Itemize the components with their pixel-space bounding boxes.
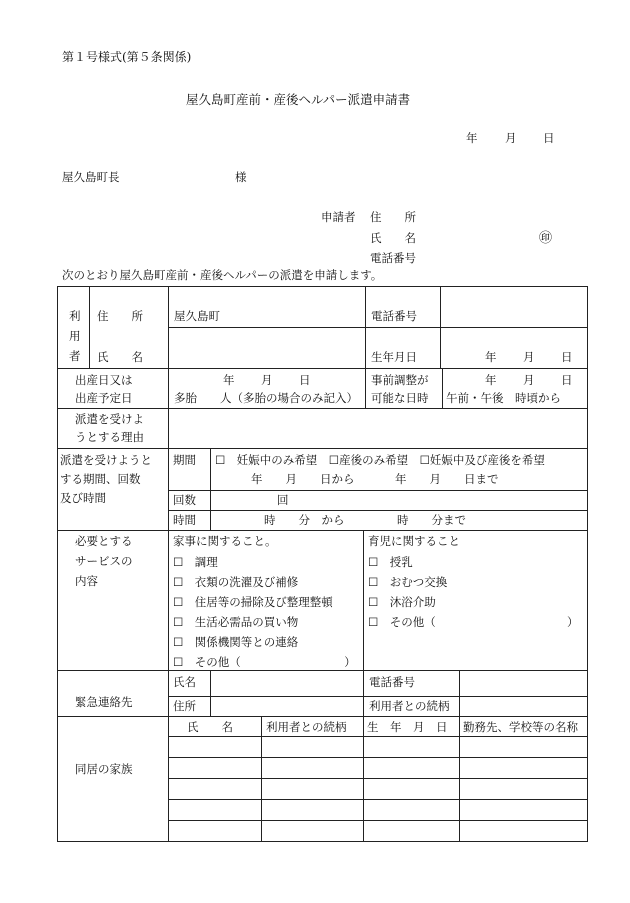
emergency-phone-label: 電話番号 — [369, 675, 415, 689]
childcare-title: 育児に関すること — [368, 534, 460, 548]
childcare-item[interactable]: ☐ おむつ交換 — [368, 575, 448, 589]
user-phone-label: 電話番号 — [371, 309, 417, 323]
adjust-day: 日 — [561, 373, 573, 387]
multiple-birth-field[interactable]: 多胎 人（多胎の場合のみ記入） — [174, 391, 358, 405]
user-label-char3: 者 — [69, 349, 81, 363]
applicant-name-label: 氏 名 — [370, 231, 416, 245]
emergency-address-label: 住所 — [173, 699, 196, 713]
period-sub-label: 期間 — [173, 453, 196, 467]
period-label-line3: 及び時間 — [60, 491, 106, 505]
childcare-item[interactable]: ☐ その他（ — [368, 615, 436, 629]
period-label-line1: 派遣を受けようと — [60, 453, 152, 467]
reason-label-line1: 派遣を受けよ — [75, 412, 144, 426]
due-year: 年 — [223, 373, 235, 387]
time-to: 時 分まで — [397, 513, 466, 527]
birth-month: 月 — [523, 350, 535, 364]
childcare-item[interactable]: ☐ 沐浴介助 — [368, 595, 436, 609]
form-number: 第１号様式(第５条関係) — [62, 50, 192, 64]
housework-item[interactable]: ☐ 調理 — [173, 555, 218, 569]
count-unit: 回 — [277, 493, 289, 507]
emergency-name-label: 氏名 — [173, 675, 196, 689]
adjust-year: 年 — [485, 373, 497, 387]
application-table — [57, 286, 588, 842]
period-label-line2: する期間、回数 — [60, 472, 141, 486]
user-address-value[interactable]: 屋久島町 — [174, 309, 220, 323]
due-month: 月 — [261, 373, 273, 387]
family-header-workplace: 勤務先、学校等の名称 — [463, 720, 578, 734]
due-date-label-line2: 出産予定日 — [75, 391, 133, 405]
seal-mark: ㊞ — [539, 231, 553, 246]
applicant-label: 申請者 — [321, 210, 356, 224]
birth-date-label: 生年月日 — [371, 350, 417, 364]
childcare-other-close: ） — [567, 615, 579, 629]
user-name-label: 氏 名 — [97, 350, 143, 364]
housework-item[interactable]: ☐ 生活必需品の買い物 — [173, 615, 299, 629]
housework-item[interactable]: ☐ その他（ ） — [173, 655, 356, 669]
user-address-label: 住 所 — [97, 309, 143, 323]
emergency-relation-label: 利用者との続柄 — [369, 699, 450, 713]
intro-text: 次のとおり屋久島町産前・産後ヘルパーの派遣を申請します。 — [62, 268, 383, 282]
date-year: 年 — [466, 131, 478, 145]
reason-label-line2: うとする理由 — [75, 430, 144, 444]
count-sub-label: 回数 — [173, 493, 196, 507]
user-label-char2: 用 — [69, 329, 81, 343]
housework-item[interactable]: ☐ 関係機関等との連絡 — [173, 635, 299, 649]
user-label-char1: 利 — [69, 309, 81, 323]
birth-year: 年 — [485, 350, 497, 364]
housework-item[interactable]: ☐ 住居等の掃除及び整理整頓 — [173, 595, 333, 609]
applicant-address-label: 住 所 — [370, 210, 416, 224]
adjust-label-line2: 可能な日時 — [371, 391, 429, 405]
honorific: 様 — [235, 170, 247, 184]
time-sub-label: 時間 — [173, 513, 196, 527]
addressee: 屋久島町長 — [62, 170, 120, 184]
adjust-month: 月 — [523, 373, 535, 387]
emergency-contact-label: 緊急連絡先 — [75, 695, 133, 709]
period-to: 年 月 日まで — [395, 472, 499, 486]
due-date-label-line1: 出産日又は — [75, 373, 133, 387]
family-header-name: 氏 名 — [187, 720, 233, 734]
page-title: 屋久島町産前・産後ヘルパー派遣申請書 — [186, 92, 411, 107]
applicant-phone-label: 電話番号 — [370, 251, 416, 265]
service-label-line2: サービスの — [75, 554, 133, 568]
period-options[interactable]: ☐ 妊娠中のみ希望 ☐産後のみ希望 ☐妊娠中及び産後を希望 — [215, 453, 545, 467]
due-day: 日 — [299, 373, 311, 387]
time-from: 時 分 から — [264, 513, 345, 527]
childcare-item[interactable]: ☐ 授乳 — [368, 555, 413, 569]
adjust-time[interactable]: 午前・午後 時頃から — [446, 391, 561, 405]
family-label: 同居の家族 — [75, 762, 133, 776]
period-from: 年 月 日から — [251, 472, 355, 486]
date-month: 月 — [505, 131, 517, 145]
birth-day: 日 — [561, 350, 573, 364]
date-day: 日 — [543, 131, 555, 145]
housework-title: 家事に関すること。 — [173, 534, 277, 548]
family-header-birthdate: 生 年 月 日 — [367, 720, 448, 734]
housework-item[interactable]: ☐ 衣類の洗濯及び補修 — [173, 575, 299, 589]
service-label-line1: 必要とする — [75, 534, 133, 548]
service-label-line3: 内容 — [75, 574, 98, 588]
family-header-relation: 利用者との続柄 — [266, 720, 347, 734]
adjust-label-line1: 事前調整が — [371, 373, 429, 387]
